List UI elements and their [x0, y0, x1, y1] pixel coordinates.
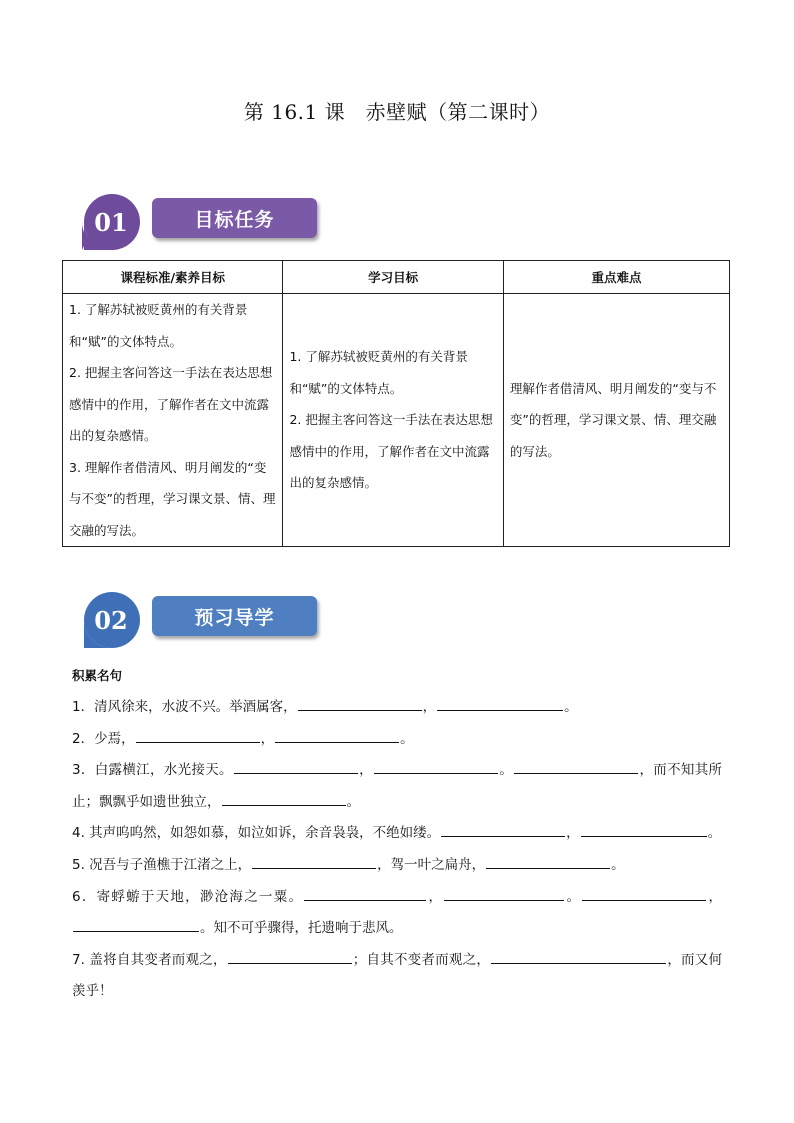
question-text: ；自其不变者而观之，	[352, 951, 491, 968]
answer-blank[interactable]	[444, 886, 564, 901]
cell-learning-goals	[283, 294, 503, 547]
answer-blank[interactable]	[374, 759, 498, 774]
question-text: 。知不可乎骤得，托遗响于悲风。	[200, 920, 403, 937]
question-text: 。	[400, 730, 414, 747]
section-01-number: 01	[94, 207, 128, 237]
section-02-title: 预习导学	[152, 596, 317, 636]
question-text: ，	[566, 825, 580, 842]
question-text: 。	[346, 793, 360, 810]
question-7	[72, 945, 722, 1008]
header-key-points: 重点难点	[503, 261, 729, 294]
page-title: 第 16.1 课 赤壁赋（第二课时）	[243, 100, 551, 124]
preview-heading: 积累名句	[72, 668, 123, 683]
header-curriculum: 课程标准/素养目标	[63, 261, 283, 294]
question-text: ，	[707, 888, 723, 905]
answer-blank[interactable]	[228, 949, 352, 964]
answer-blank[interactable]	[73, 917, 199, 932]
answer-blank[interactable]	[514, 759, 638, 774]
learning-goal-item: 1. 了解苏轼被贬黄州的有关背景和“赋”的文体特点。	[289, 349, 468, 396]
answer-blank[interactable]	[298, 696, 422, 711]
answer-blank[interactable]	[222, 791, 346, 806]
learning-goal-item: 2. 把握主客问答这一手法在表达思想感情中的作用，了解作者在文中流露出的复杂感情。	[289, 412, 493, 491]
question-4	[72, 818, 722, 850]
question-text: 。	[564, 699, 578, 715]
answer-blank[interactable]	[275, 728, 399, 743]
preview-questions	[72, 692, 722, 1008]
question-text: 。	[707, 825, 722, 842]
question-text: 6．寄蜉蝣于天地，渺沧海之一粟。	[72, 888, 304, 905]
section-02-badge	[80, 590, 330, 652]
table-header-row	[63, 261, 730, 294]
cell-key-points	[503, 294, 729, 547]
question-text: 7. 盖将自其变者而观之，	[72, 951, 227, 968]
question-text: ，驾一叶之扁舟，	[377, 856, 486, 873]
question-text: 。	[565, 888, 582, 905]
question-text: ，而又何羡乎！	[72, 951, 723, 1000]
question-1	[72, 692, 722, 724]
answer-blank[interactable]	[582, 886, 706, 901]
answer-blank[interactable]	[304, 886, 426, 901]
question-2	[72, 724, 722, 756]
section-01-badge	[80, 192, 320, 254]
header-learning-goals: 学习目标	[283, 261, 503, 294]
question-text: 。	[499, 762, 514, 779]
question-text: 3．白露横江，水光接天。	[72, 762, 233, 779]
question-text: 5. 况吾与子渔樵于江渚之上，	[72, 856, 252, 873]
question-text: 2．少焉，	[72, 730, 135, 747]
question-text: 4. 其声呜呜然，如怨如慕，如泣如诉，余音袅袅，不绝如缕。	[72, 825, 441, 842]
question-text: 。	[611, 856, 625, 873]
question-text: ，	[260, 730, 275, 747]
question-5	[72, 850, 722, 882]
question-3	[72, 755, 722, 818]
section-01-title: 目标任务	[152, 198, 317, 238]
curriculum-item: 2. 把握主客问答这一手法在表达思想感情中的作用，了解作者在文中流露出的复杂感情。	[69, 365, 273, 443]
curriculum-item: 3. 理解作者借清风、明月阐发的“变与不变”的哲理，学习课文景、情、理交融的写法。	[69, 459, 276, 538]
answer-blank[interactable]	[136, 728, 260, 743]
answer-blank[interactable]	[581, 822, 707, 837]
answer-blank[interactable]	[252, 854, 376, 869]
cell-curriculum	[63, 294, 283, 547]
curriculum-item: 1. 了解苏轼被贬黄州的有关背景和“赋”的文体特点。	[69, 302, 248, 349]
answer-blank[interactable]	[437, 696, 563, 711]
question-text: ，	[422, 699, 437, 715]
answer-blank[interactable]	[491, 949, 666, 964]
question-text: ，	[358, 762, 373, 779]
question-6	[72, 882, 722, 945]
answer-blank[interactable]	[234, 759, 358, 774]
question-text: 1．清风徐来，水波不兴。举酒属客，	[72, 699, 297, 715]
section-02-number: 02	[94, 605, 128, 635]
question-text: ，而不知其所止；飘飘乎如遗世独立，	[72, 762, 723, 810]
question-text: ，	[427, 888, 444, 905]
key-point-text: 理解作者借清风、明月阐发的“变与不变”的哲理，学习课文景、情、理交融的写法。	[509, 380, 717, 459]
goals-table	[62, 260, 730, 547]
answer-blank[interactable]	[441, 822, 565, 837]
answer-blank[interactable]	[486, 854, 610, 869]
table-row	[63, 294, 730, 547]
